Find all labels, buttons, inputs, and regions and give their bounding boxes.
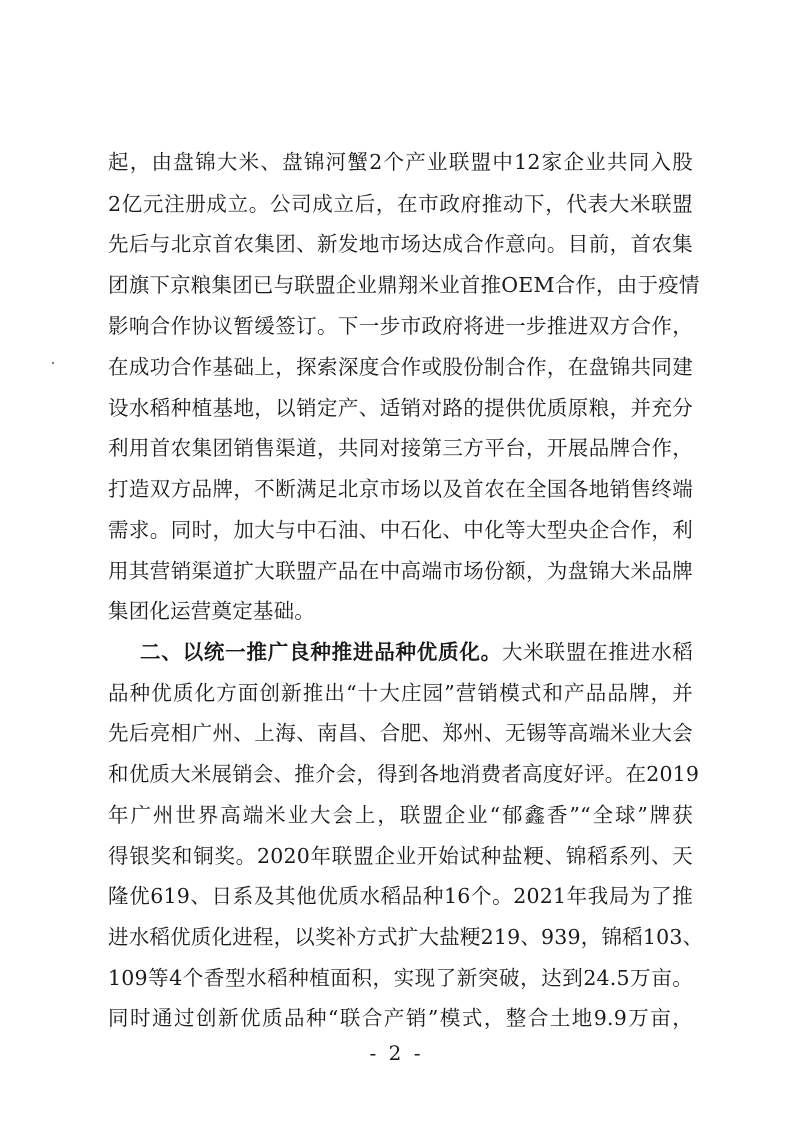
section-heading: 二、以统一推广良种推进品种优质化。 [140, 640, 502, 664]
section-heading-continuation: 大米联盟在推进水稻 [501, 640, 693, 664]
paragraph-line: 影响合作协议暂缓签订。下一步市政府将进一步推进双方合作， [108, 314, 693, 338]
paragraph-line: 先后与北京首农集团、新发地市场达成合作意向。目前，首农集 [108, 232, 693, 256]
paragraph-line: 品种优质化方面创新推出“十大庄园”营销模式和产品品牌，并 [108, 681, 693, 705]
paragraph-line: 隆优619、日系及其他优质水稻品种16个。2021年我局为了推 [108, 884, 693, 908]
paragraph-line: 在成功合作基础上，探索深度合作或股份制合作，在盘锦共同建 [108, 355, 693, 379]
page-number: - 2 - [369, 1041, 424, 1065]
paragraph-line: 起，由盘锦大米、盘锦河蟹2个产业联盟中12家企业共同入股 [108, 150, 693, 174]
paragraph-line: 用其营销渠道扩大联盟产品在中高端市场份额，为盘锦大米品牌 [108, 559, 693, 583]
paragraph-line: 打造双方品牌，不断满足北京市场以及首农在全国各地销售终端 [108, 477, 693, 501]
paragraph-line: 年广州世界高端米业大会上，联盟企业“郁鑫香”“全球”牌获 [108, 803, 693, 827]
paragraph-line: 进水稻优质化进程，以奖补方式扩大盐粳219、939，锦稻103、 [108, 925, 704, 949]
paragraph-line: 2亿元注册成立。公司成立后，在市政府推动下，代表大米联盟 [108, 192, 693, 216]
paragraph-line: 利用首农集团销售渠道，共同对接第三方平台，开展品牌合作， [108, 436, 693, 460]
paragraph-line: 需求。同时，加大与中石油、中石化、中化等大型央企合作，利 [108, 518, 693, 542]
paragraph-line: 团旗下京粮集团已与联盟企业鼎翔米业首推OEM合作，由于疫情 [108, 273, 700, 297]
paragraph-line: 109等4个香型水稻种植面积，实现了新突破，达到24.5万亩。 [108, 966, 693, 990]
paragraph-line: 得银奖和铜奖。2020年联盟企业开始试种盐粳、锦稻系列、天 [108, 844, 693, 868]
section-heading-line [140, 638, 693, 666]
paragraph-line: 和优质大米展销会、推介会，得到各地消费者高度好评。在2019 [108, 762, 700, 786]
paragraph-line: 先后亮相广州、上海、南昌、合肥、郑州、无锡等高端米业大会 [108, 721, 693, 745]
paragraph-line: 集团化运营奠定基础。 [108, 599, 315, 623]
scan-speck [52, 362, 54, 364]
paragraph-line: 同时通过创新优质品种“联合产销”模式，整合土地9.9万亩， [108, 1006, 693, 1030]
paragraph-line: 设水稻种植基地，以销定产、适销对路的提供优质原粮，并充分 [108, 396, 693, 420]
